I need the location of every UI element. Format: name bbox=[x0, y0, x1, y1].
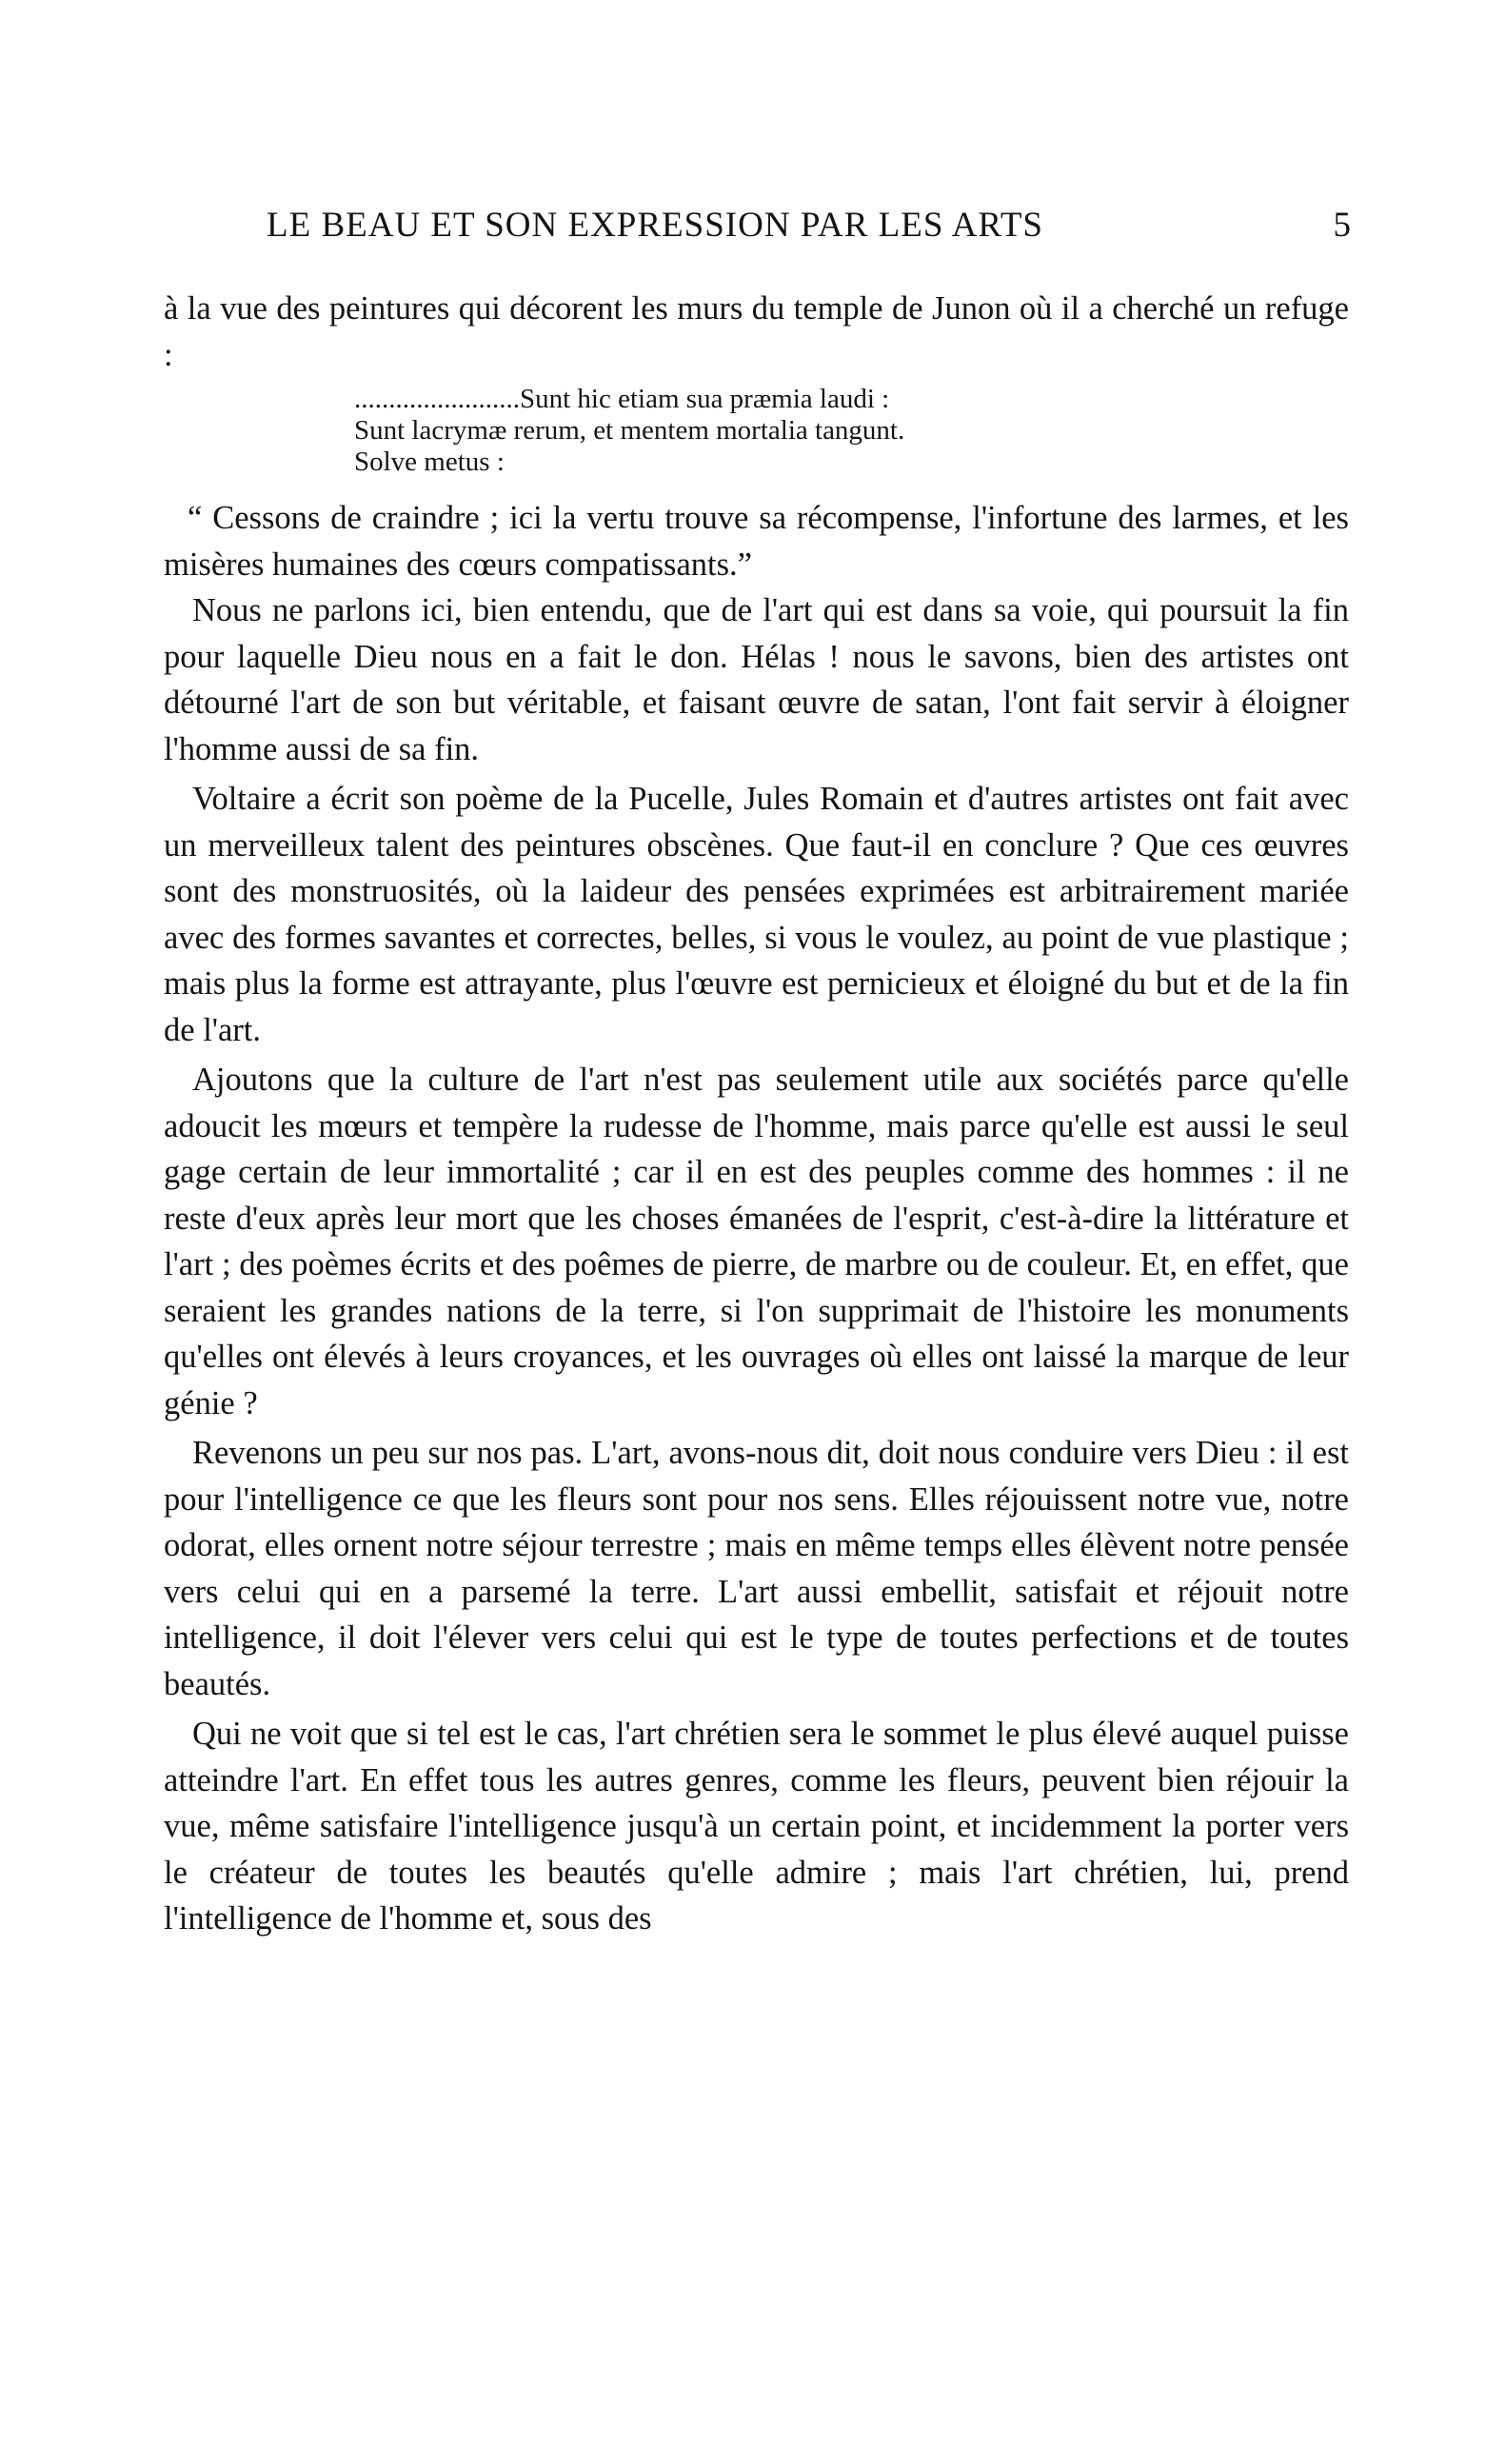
paragraph: Voltaire a écrit son poème de la Pucelle, Jules Romain et d'autres artistes ont fait avec un merveilleux talent des peintures obscènes. Que faut-il en conclure ? Que ces œuvres sont des monstruosités, où la laideur des pensées exprimées est arbitrairement mariée avec des formes savantes et correctes, belles, si vous le voulez, au point de vue plastique ; mais plus la forme est attrayante, plus l'œuvre est pernicieux et éloigné du but et de la fin de l'art. bbox=[164, 781, 1349, 1048]
latin-quote-line: Solve metus : bbox=[354, 447, 505, 477]
page-number: 5 bbox=[1333, 206, 1352, 245]
paragraph: Ajoutons que la culture de l'art n'est pas seulement utile aux sociétés parce qu'elle adoucit les mœurs et tempère la rudesse de l'homme, mais parce qu'elle est aussi le seul gage certain de leur immortalité ; car il en est des peuples comme des hommes : il ne reste d'eux après leur mort que les choses émanées de l'esprit, c'est-à-dire la littérature et l'art ; des poèmes écrits et des poêmes de pierre, de marbre ou de couleur. Et, en effet, que seraient les grandes nations de la terre, si l'on supprimait de l'histoire les monuments qu'elles ont élevés à leurs croyances, et les ouvrages où elles ont laissé la marque de leur génie ? bbox=[164, 1062, 1349, 1421]
paragraph: Nous ne parlons ici, bien entendu, que de l'art qui est dans sa voie, qui poursuit la fin pour laquelle Dieu nous en a fait le don. Hélas ! nous le savons, bien des artistes ont détourné l'art de son but véritable, et faisant œuvre de satan, l'ont fait servir à éloigner l'homme aussi de sa fin. bbox=[164, 592, 1349, 767]
running-head bbox=[267, 205, 1352, 252]
latin-quote-line: ........................Sunt hic etiam sua præmia laudi : bbox=[354, 384, 890, 414]
body-text bbox=[164, 286, 1349, 1942]
latin-quote-line: Sunt lacrymæ rerum, et mentem mortalia tangunt. bbox=[354, 415, 905, 446]
paragraph: “ Cessons de craindre ; ici la vertu trouve sa récompense, l'infortune des larmes, et les misères humaines des cœurs compatissants.” bbox=[164, 500, 1349, 583]
running-title: LE BEAU ET SON EXPRESSION PAR LES ARTS bbox=[267, 206, 1043, 245]
intro-paragraph: à la vue des peintures qui décorent les murs du temple de Junon où il a cherché un refuge : bbox=[164, 290, 1349, 373]
paragraph: Qui ne voit que si tel est le cas, l'art chrétien sera le sommet le plus élevé auquel puisse atteindre l'art. En effet tous les autres genres, comme les fleurs, peuvent bien réjouir la vue, même satisfaire l'intelligence jusqu'à un certain point, et incidemment la porter vers le créateur de toutes les beautés qu'elle admire ; mais l'art chrétien, lui, prend l'intelligence de l'homme et, sous des bbox=[164, 1716, 1349, 1937]
paragraph: Revenons un peu sur nos pas. L'art, avons-nous dit, doit nous conduire vers Dieu : il est pour l'intelligence ce que les fleurs sont pour nos sens. Elles réjouissent notre vue, notre odorat, elles ornent notre séjour terrestre ; mais en même temps elles élèvent notre pensée vers celui qui en a parsemé la terre. L'art aussi embellit, satisfait et réjouit notre intelligence, il doit l'élever vers celui qui est le type de toutes perfections et de toutes beautés. bbox=[164, 1435, 1349, 1702]
latin-quote bbox=[354, 384, 1211, 478]
